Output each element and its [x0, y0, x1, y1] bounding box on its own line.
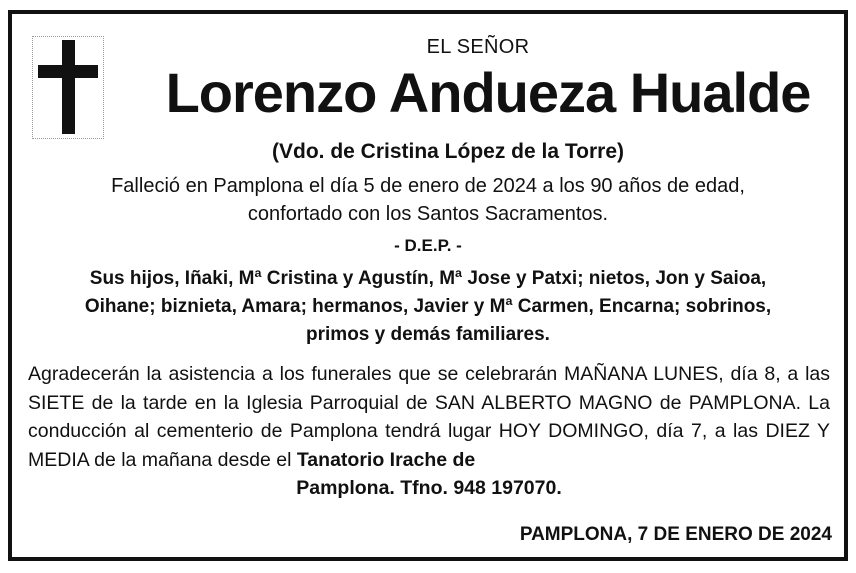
family-line-3: primos y demás familiares. [306, 324, 550, 345]
place-date: PAMPLONA, 7 DE ENERO DE 2024 [519, 524, 832, 545]
widower-line: (Vdo. de Cristina López de la Torre) [272, 140, 624, 163]
death-line-1: Falleció en Pamplona el día 5 de enero de 2024 a los 90 años de edad, [111, 175, 745, 197]
family-line-2: Oihane; biznieta, Amara; hermanos, Javier y Mª Carmen, Encarna; sobrinos, [84, 296, 772, 317]
family-line-1: Sus hijos, Iñaki, Mª Cristina y Agustín, Mª Jose y Patxi; nietos, Jon y Saioa, [89, 268, 767, 289]
tanatorio-name: Tanatorio Irache de [296, 448, 476, 471]
death-notice [12, 172, 844, 228]
funeral-text: Agradecerán la asistencia a los funerales que se celebrarán MAÑANA LUNES, día 8, a las SIETE de la tarde en la Iglesia Parroquial de SAN ALBERTO MAGNO de PAMPLONA. La conducción al cementerio de Pamplona tendrá lugar HOY DOMINGO, día 7, a las DIEZ Y MEDIA de la mañana desde el [28, 363, 830, 471]
funeral-paragraph [28, 360, 830, 503]
death-line-2: confortado con los Santos Sacramentos. [247, 203, 609, 225]
deceased-name: Lorenzo Andueza Hualde [165, 61, 811, 124]
funeral-last-line: Pamplona. Tfno. 948 197070. [296, 477, 562, 499]
obituary-frame [8, 10, 848, 561]
family-list [12, 265, 844, 349]
title-prefix: EL SEÑOR [426, 36, 530, 58]
dep-label: - D.E.P. - [394, 236, 462, 255]
